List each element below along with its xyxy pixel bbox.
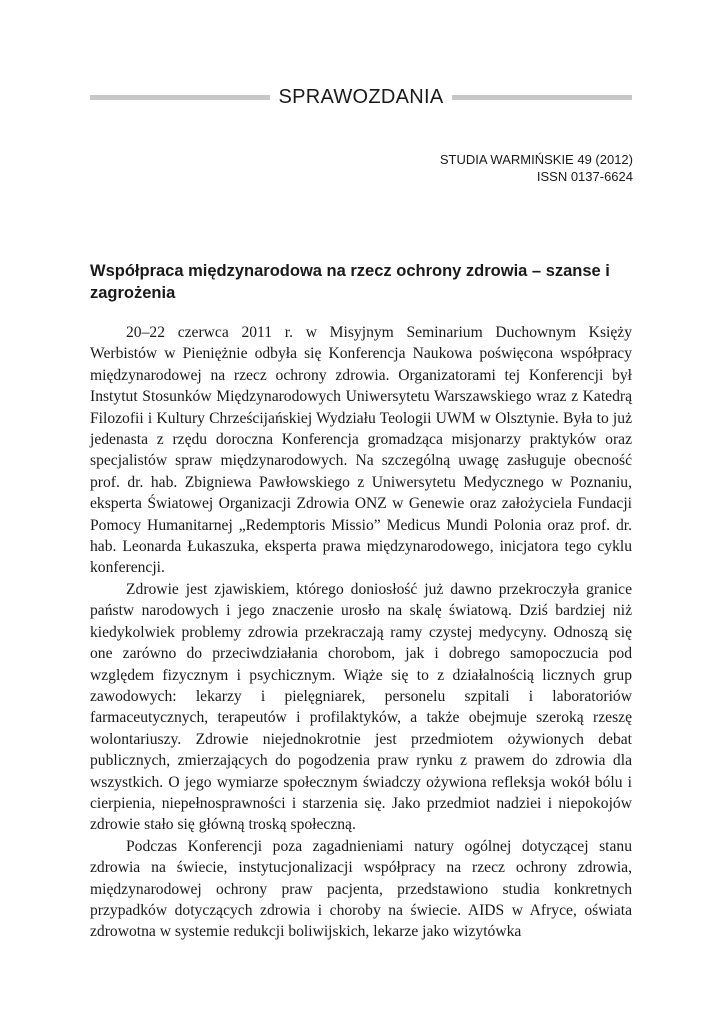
journal-issn: ISSN 0137-6624 <box>536 169 633 184</box>
journal-info <box>440 151 633 185</box>
paragraph: 20–22 czerwca 2011 r. w Misyjnym Seminarium Duchownym Księży Werbistów w Pieniężnie odbyła się Konferencja Naukowa poświęcona współpracy międzynarodowej na rzecz ochrony zdrowia. Organizatorami tej Konferencji był Instytut Stosunków Międzynarodowych Uniwersytetu Warszawskiego wraz z Katedrą Filozofii i Kultury Chrześcijańskiej Wydziału Teologii UWM w Olsztynie. Była to już jedenasta z rzędu doroczna Konferencja gromadząca misjonarzy praktyków oraz specjalistów spraw międzynarodowych. Na szczególną uwagę zasługuje obecność prof. dr. hab. Zbigniewa Pawłowskiego z Uniwersytetu Medycznego w Poznaniu, eksperta Światowej Organizacji Zdrowia ONZ w Genewie oraz założyciela Fundacji Pomocy Humanitarnej „Redemptoris Missio” Medicus Mundi Polonia oraz prof. dr. hab. Leonarda Łukaszuka, eksperta prawa międzynarodowego, inicjatora tego cyklu konferencji. <box>90 324 632 577</box>
paragraph: Zdrowie jest zjawiskiem, którego doniosłość już dawno przekroczyła granice państw narodowych i jego znaczenie urosło na skalę światową. Dziś bardziej niż kiedykolwiek problemy zdrowia przekraczają ramy czystej medycyny. Odnoszą się one zarówno do przeciwdziałania chorobom, jak i dobrego samopoczucia pod względem fizycznym i psychicznym. Wiąże się to z działalnością licznych grup zawodowych: lekarzy i pielęgniarek, personelu szpitali i laboratoriów farmaceutycznych, terapeutów i profilaktyków, a także obejmuje szeroką rzeszę wolontariuszy. Zdrowie niejednokrotnie jest przedmiotem ożywionych debat publicznych, zmierzających do pogodzenia praw rynku z prawem do zdrowia dla wszystkich. O jego wymiarze społecznym świadczy ożywiona refleksja wokół bólu i cierpienia, niepełnosprawności i starzenia się. Jako przedmiot nadziei i niepokojów zdrowie stało się główną troską społeczną. <box>90 580 632 834</box>
article-body <box>90 322 632 943</box>
section-header <box>90 84 632 110</box>
section-title: SPRAWOZDANIA <box>278 85 444 108</box>
header-rule-right <box>452 95 632 100</box>
header-rule-left <box>90 95 270 100</box>
journal-name: STUDIA WARMIŃSKIE 49 (2012) <box>439 152 633 167</box>
article-title: Współpraca międzynarodowa na rzecz ochrony zdrowia – szanse i zagrożenia <box>90 262 610 302</box>
paragraph: Podczas Konferencji poza zagadnieniami natury ogólnej dotyczącej stanu zdrowia na świecie, instytucjonalizacji współpracy na rzecz ochrony zdrowia, międzynarodowej ochrony praw pacjenta, przedstawiono studia konkretnych przypadków dotyczących zdrowia i choroby na świecie. AIDS w Afryce, oświata zdrowotna w systemie redukcji boliwijskich, lekarze jako wizytówka <box>90 837 632 941</box>
